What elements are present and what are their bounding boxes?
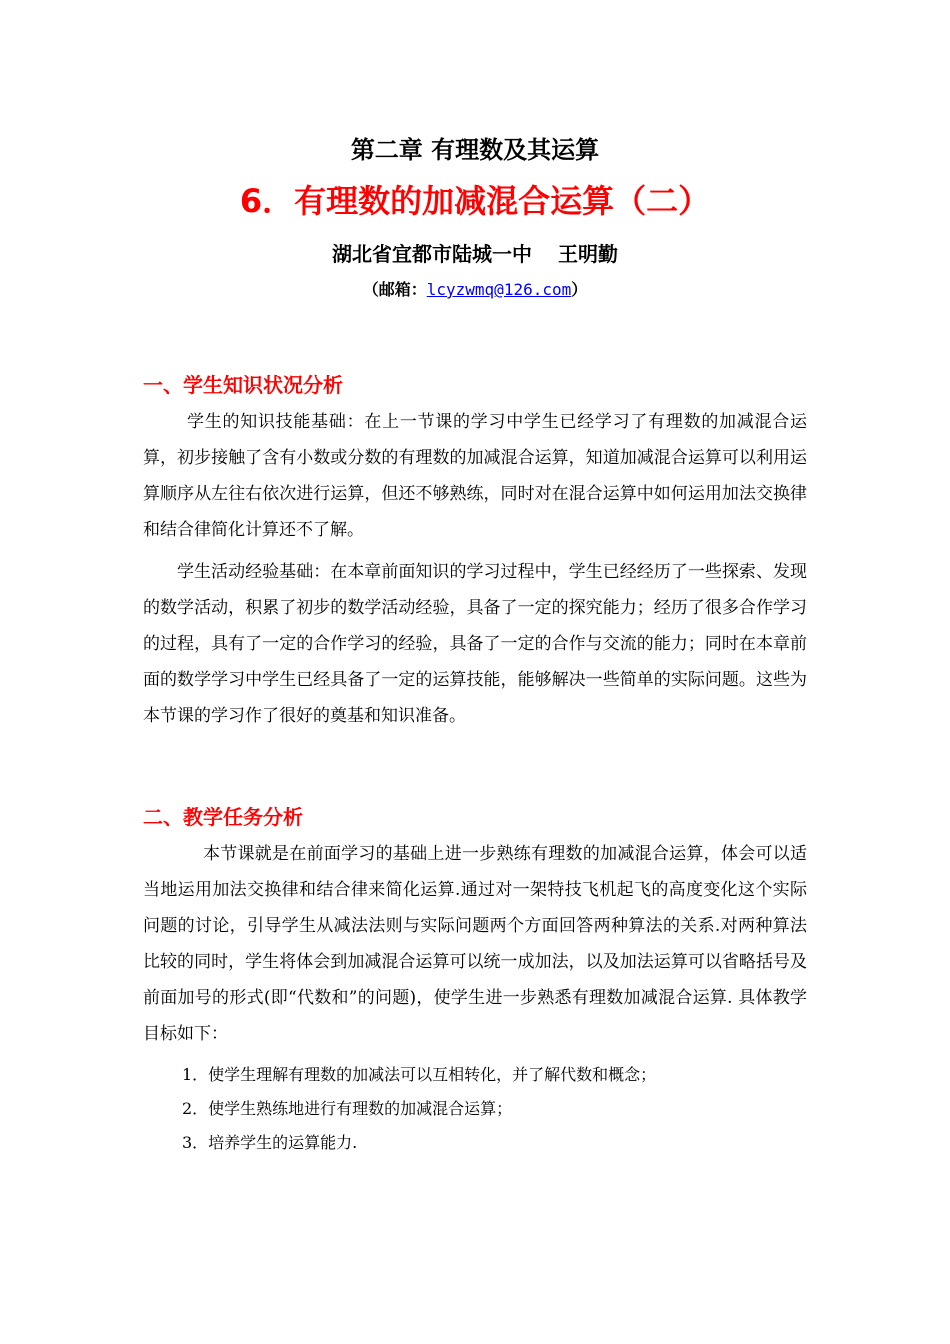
section-heading-task-analysis: 二、教学任务分析: [143, 805, 303, 829]
lesson-title: 6．有理数的加减混合运算（二）: [239, 182, 711, 220]
author-name: 王明勤: [558, 242, 618, 266]
author-school: 湖北省宜都市陆城一中: [332, 242, 532, 266]
paragraph-activity-basis: 学生活动经验基础：在本章前面知识的学习过程中，学生已经经历了一些探索、发现的数学活动，积累了初步的数学活动经验，具备了一定的探究能力；经历了很多合作学习的过程，具有了一定的合作学习的经验，具备了一定的合作与交流的能力；同时在本章前面的数学学习中学生已经具备了一定的运算技能，能够解决一些简单的实际问题。这些为本节课的学习作了很好的奠基和知识准备。: [143, 562, 807, 726]
paragraph-task-analysis: 本节课就是在前面学习的基础上进一步熟练有理数的加减混合运算，体会可以适当地运用加法交换律和结合律来简化运算.通过对一架特技飞机起飞的高度变化这个实际问题的讨论，引导学生从减法法则与实际问题两个方面回答两种算法的关系.对两种算法比较的同时，学生将体会到加减混合运算可以统一成加法，以及加法运算可以省略括号及前面加号的形式(即“代数和”的问题)，使学生进一步熟悉有理数加减混合运算. 具体教学目标如下：: [143, 844, 807, 1044]
email-prefix: （邮箱：: [362, 280, 427, 299]
email-link[interactable]: lcyzwmq@126.com: [426, 280, 572, 299]
email-line: [0, 276, 950, 304]
email-suffix: ）: [571, 280, 588, 299]
goal-item-1: 1．使学生理解有理数的加减法可以互相转化，并了解代数和概念；: [182, 1065, 657, 1084]
chapter-title: 第二章 有理数及其运算: [350, 136, 600, 164]
author-line: [0, 238, 950, 270]
section-heading-student-analysis: 一、学生知识状况分析: [143, 373, 343, 397]
paragraph-knowledge-basis: 学生的知识技能基础：在上一节课的学习中学生已经学习了有理数的加减混合运算，初步接触了含有小数或分数的有理数的加减混合运算，知道加减混合运算可以利用运算顺序从左往右依次进行运算，但还不够熟练，同时对在混合运算中如何运用加法交换律和结合律简化计算还不了解。: [143, 412, 807, 540]
goal-item-3: 3．培养学生的运算能力.: [182, 1133, 358, 1152]
goal-item-2: 2．使学生熟练地进行有理数的加减混合运算；: [182, 1099, 513, 1118]
